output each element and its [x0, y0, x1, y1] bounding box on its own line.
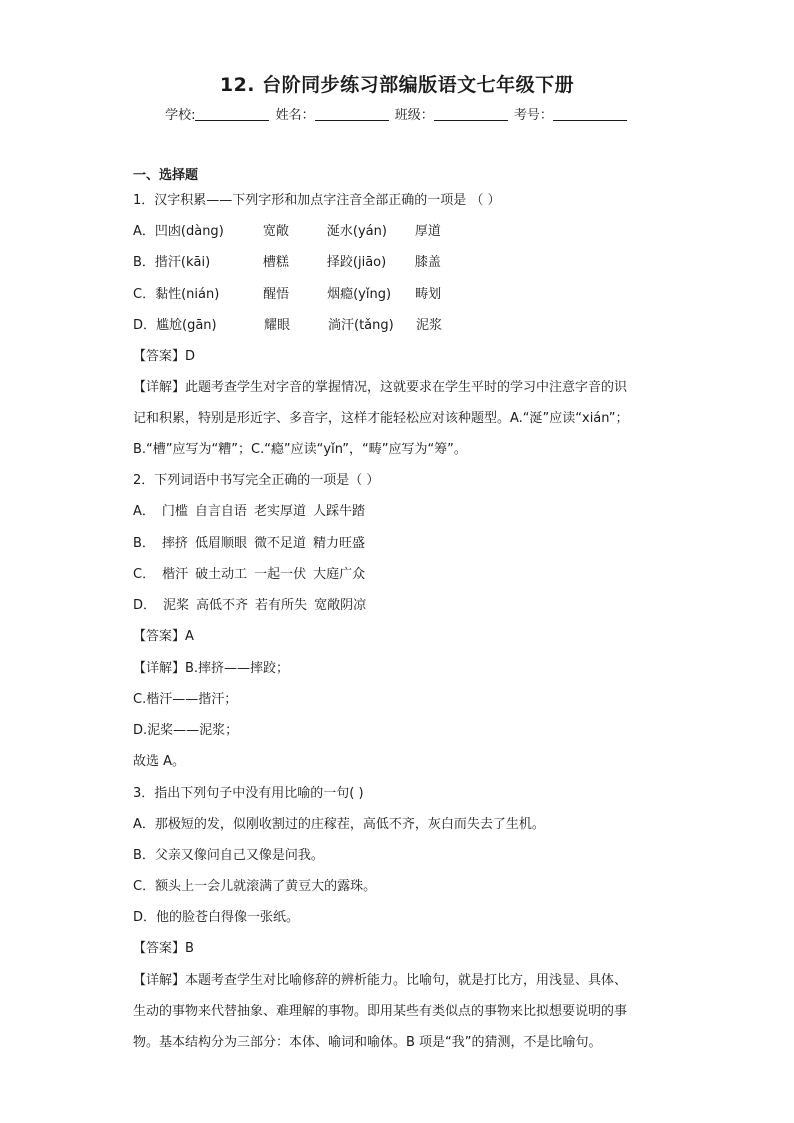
q2-detail-line: D.泥桨——泥浆；	[133, 723, 239, 738]
q3-option-c: C．额头上一会儿就滚满了黄豆大的露珠。	[133, 879, 377, 894]
school-label: 学校:	[165, 108, 196, 123]
q2-stem: 2．下列词语中书写完全正确的一项是（ ）	[133, 473, 380, 488]
q1-option-c: C．黏性(nián) 醒悟 烟瘾(yǐng) 畴划	[133, 287, 442, 302]
q1-stem: 1．汉字积累——下列字形和加点字注音全部正确的一项是 （ ）	[133, 193, 501, 208]
exam-number-label: 考号：	[513, 108, 553, 123]
q3-option-b: B．父亲又像问自己又像是问我。	[133, 848, 324, 863]
q3-detail-line: 【详解】本题考查学生对比喻修辞的辨析能力。比喻句，就是打比方，用浅显、具体、	[133, 973, 628, 988]
section-heading: 一、选择题	[133, 168, 199, 183]
q2-detail-line: 故选 A。	[133, 754, 186, 769]
exam-number-blank[interactable]	[553, 108, 627, 121]
student-info-line	[0, 104, 794, 123]
q1-option-a: A．凹凼(dàng) 宽敞 涎水(yán) 厚道	[133, 224, 441, 239]
q1-detail-line: B.“槽”应写为“糟”；C.“瘾”应读“yǐn”，“畴”应写为“筹”。	[133, 442, 467, 457]
q2-detail-line: 【详解】B.摔挤——摔跤；	[133, 661, 290, 676]
q2-option-c: C． 楷汗 破土动工 一起一伏 大庭广众	[133, 567, 366, 582]
q3-detail-line: 物。基本结构分为三部分：本体、喻词和喻体。B 项是“我”的猜测，不是比喻句。	[133, 1035, 602, 1050]
q3-stem: 3．指出下列句子中没有用比喻的一句( )	[133, 786, 364, 801]
q1-detail-line: 【详解】此题考查学生对字音的掌握情况，这就要求在学生平时的学习中注意字音的识	[133, 380, 628, 395]
q3-option-d: D．他的脸苍白得像一张纸。	[133, 910, 300, 925]
q2-option-a: A． 门槛 自言自语 老实厚道 人踩牛踏	[133, 504, 365, 519]
q1-option-b: B．揩汗(kāi) 槽糕 择跤(jiāo) 膝盖	[133, 255, 441, 270]
q2-detail-line: C.楷汗——揩汗；	[133, 692, 238, 707]
q3-option-a: A．那极短的发，似刚收割过的庄稼茬，高低不齐，灰白而失去了生机。	[133, 817, 545, 832]
q3-answer: 【答案】B	[133, 941, 194, 956]
q3-detail-line: 生动的事物来代替抽象、难理解的事物。即用某些有类似点的事物来比拟想要说明的事	[133, 1004, 628, 1019]
q2-answer: 【答案】A	[133, 629, 194, 644]
q1-detail-line: 记和积累，特别是形近字、多音字，这样才能轻松应对该种题型。A.“涎”应读“xián”；	[133, 411, 629, 426]
q1-answer: 【答案】D	[133, 349, 196, 364]
name-blank[interactable]	[315, 108, 389, 121]
q2-option-d: D． 泥桨 高低不齐 若有所失 宽敞阴凉	[133, 598, 367, 613]
class-label: 班级：	[394, 108, 434, 123]
q2-option-b: B． 摔挤 低眉顺眼 微不足道 精力旺盛	[133, 536, 365, 551]
page-title: 12. 台阶同步练习部编版语文七年级下册	[219, 74, 575, 96]
name-label: 姓名：	[275, 108, 315, 123]
q1-option-d: D．尴尬(gān) 耀眼 淌汗(tǎng) 泥浆	[133, 318, 443, 333]
school-blank[interactable]	[195, 108, 269, 121]
class-blank[interactable]	[434, 108, 508, 121]
